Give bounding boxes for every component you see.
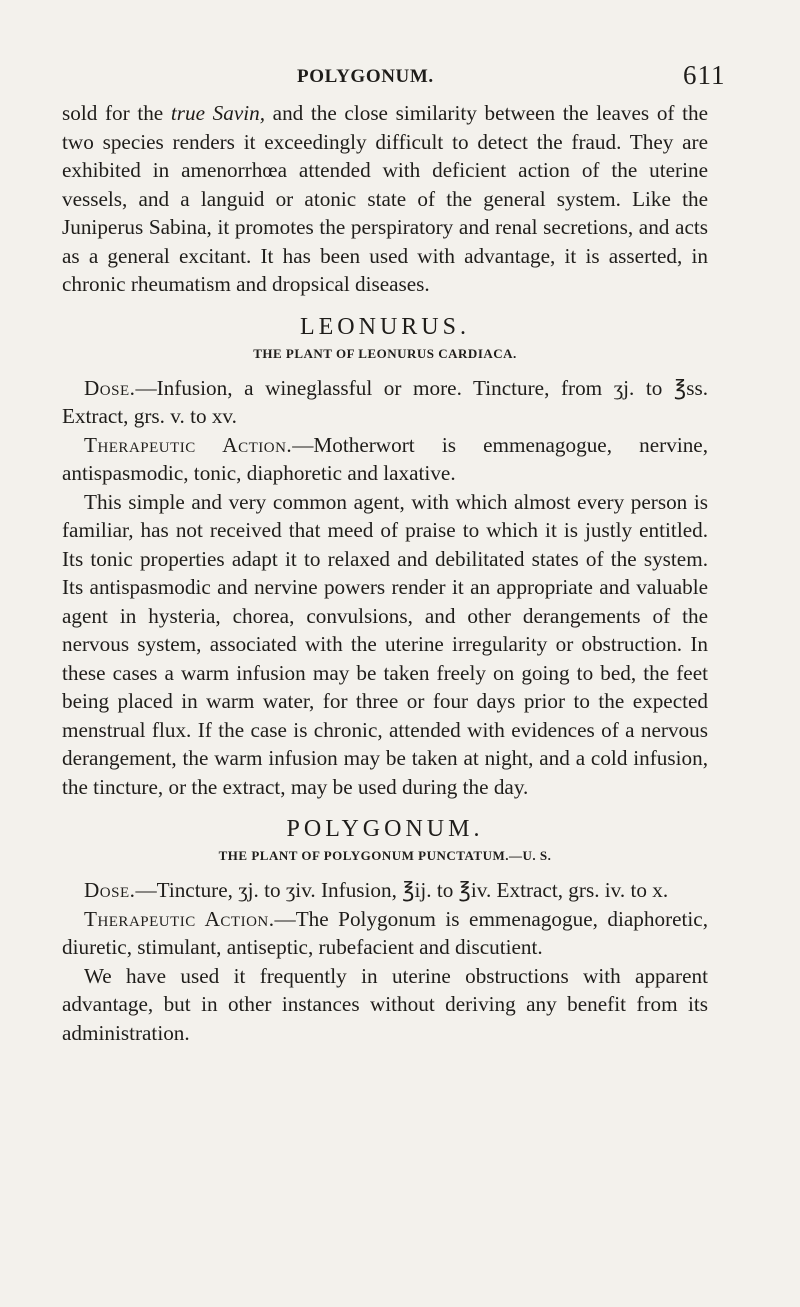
intro-rest: and the close similarity between the leaves of the two species renders it exceedingly difficult to detect the fraud. They are exhibited in amenorrhœa attended with deficient action of the uterine vessels, and a languid or atonic state of the general system. Like the Juniperus Sabina, it promotes the perspiratory and renal secretions, and acts as a general excitant. It has been used with advantage, it is asserted, in chronic rheumatism and dropsical diseases. bbox=[62, 101, 708, 296]
leonurus-section-subtitle: THE PLANT OF LEONURUS CARDIACA. bbox=[253, 345, 517, 361]
polygonum-section-subtitle: THE PLANT OF POLYGONUM PUNCTATUM.—U. S. bbox=[218, 848, 552, 863]
leonurus-therapeutic-action bbox=[62, 431, 708, 488]
leonurus-dose-text: —Infusion, a wineglassful or more. Tincture, from ʒj. to ℥ss. Extract, grs. v. to xv. bbox=[62, 375, 708, 428]
polygonum-section-title: POLYGONUM. bbox=[286, 816, 484, 842]
polygonum-therapeutic-label: Therapeutic Action. bbox=[84, 906, 275, 931]
page-body bbox=[62, 99, 708, 1047]
polygonum-therapeutic-action bbox=[62, 905, 708, 962]
leonurus-therapeutic-text: —Motherwort is emmenagogue, nervine, antispasmodic, tonic, diaphoretic and laxative. bbox=[62, 432, 709, 485]
leonurus-therapeutic-label: Therapeutic Action. bbox=[84, 432, 293, 457]
intro-lead: sold for the bbox=[62, 101, 171, 125]
polygonum-dose-text: —Tincture, ʒj. to ʒiv. Infusion, ℥ij. to ℥iv. Extract, grs. iv. to x. bbox=[135, 878, 669, 902]
polygonum-paragraph: We have used it frequently in uterine obstructions with apparent advantage, but in other instances without deriving any benefit from its administration. bbox=[62, 963, 708, 1045]
intro-paragraph bbox=[62, 99, 708, 299]
page-header bbox=[0, 60, 800, 96]
polygonum-dose bbox=[62, 876, 708, 905]
leonurus-section-title: LEONURUS. bbox=[299, 313, 470, 340]
intro-true-savin: true Savin, bbox=[170, 101, 266, 125]
polygonum-dose-label: Dose. bbox=[84, 878, 136, 902]
running-title: POLYGONUM. bbox=[297, 66, 434, 87]
leonurus-dose-label: Dose. bbox=[84, 375, 136, 400]
leonurus-paragraph: This simple and very common agent, with which almost every person is familiar, has not received that meed of praise to which it is justly entitled. Its tonic properties adapt it to relaxed and debilitated states of the system. Its antispasmodic and nervine powers render it an appropriate and valuable agent in hysteria, chorea, convulsions, and other derangements of the nervous system, associated with the uterine irregularity or obstruction. In these cases a warm infusion may be taken freely on going to bed, the feet being placed in warm water, for three or four days prior to the expected menstrual flux. If the case is chronic, attended with evidences of a nervous derangement, the warm infusion may be taken at night, and a cold infusion, the tincture, or the extract, may be used during the day. bbox=[62, 489, 708, 799]
leonurus-dose bbox=[62, 374, 708, 431]
page-number: 611 bbox=[683, 60, 726, 90]
polygonum-therapeutic-text: —The Polygonum is emmenagogue, diaphoretic, diuretic, stimulant, antiseptic, rubefacient and discutient. bbox=[62, 906, 708, 959]
